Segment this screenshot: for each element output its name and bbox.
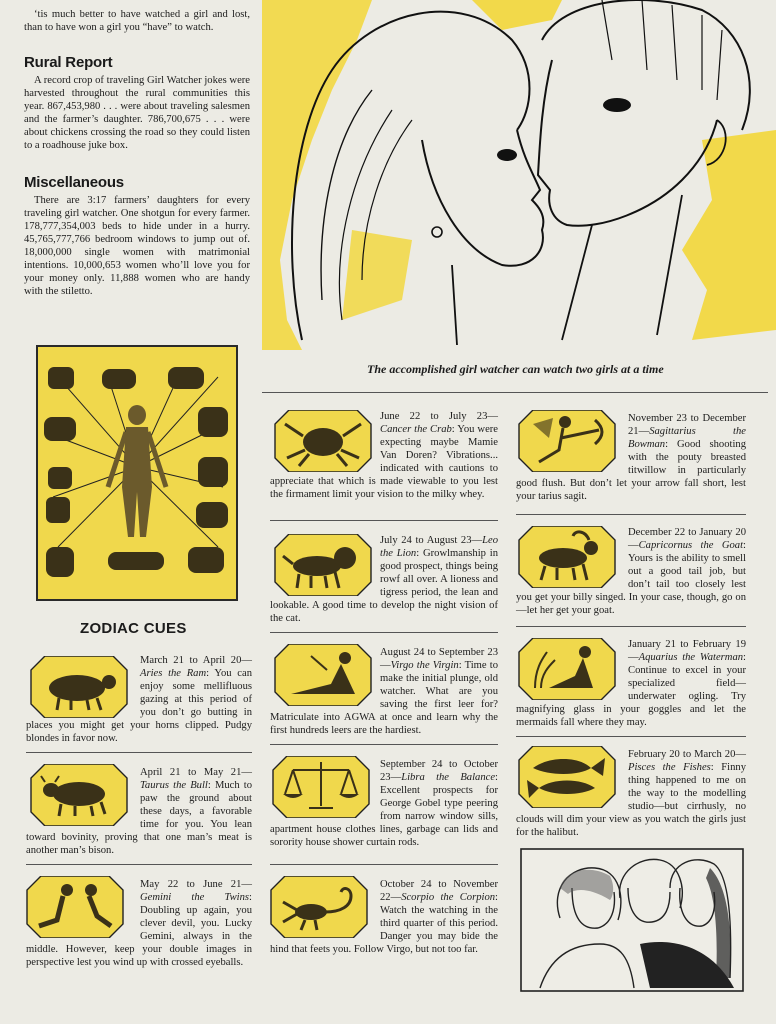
sign-text: Time to make the initial plunge, old watcher. What are you saving the first leer for? Matriculate into AGWA at once and learn why the first hundreds leers are the hardiest. (270, 660, 499, 736)
divider (516, 736, 746, 737)
sign-dates: February 20 to March 20 (628, 749, 736, 760)
sign-name: Pisces the Fishes (628, 762, 711, 773)
sign-entry-taurus: April 21 to May 21—Taurus the Bull: Much to paw the ground about these days, a favorable time for you. You lean toward bovinity, proving that one man’s meat is another man’s bison. (26, 767, 253, 856)
intro-text: ‘tis much better to have watched a girl and lost, than to have won a girl you “have” to watch. (24, 9, 250, 33)
sign-text: Growlmanship in good prospect, things being rowf all over. A lioness and tigress period, the lean and lookable. A good time to develop the night vision of the cat. (270, 548, 498, 624)
sign-text: Excellent prospects for George Gobel type peering from narrow window sills, apartment house clothes lines, garbage can lids and sorority house shower curtain rods. (270, 785, 498, 848)
three-girls-illustration (520, 848, 744, 992)
miscellaneous-section (24, 174, 250, 298)
rural-report-text: A record crop of traveling Girl Watcher jokes were harvested throughout the rural communities this year. 867,453,980 . . . were about traveling salesmen and the farmer’s daughter. 786,700,675 . . . were about chickens crossing the road so they could listen to a roadhouse juke box. (24, 75, 250, 151)
sign-text: Continue to excel in your specialized field—underwater ogling. Try magnifying glass in your goggles and let the mermaids fall where they may. (516, 665, 746, 728)
sign-entry-aries: March 21 to April 20—Aries the Ram: You can enjoy some mellifluous gazing at this period of you don’t go butting in places you might get your horns clipped. Pudgy blondes in favor now. (26, 655, 252, 744)
miscellaneous-heading: Miscellaneous (24, 174, 124, 191)
sign-name: Taurus the Bull (140, 780, 208, 791)
divider (262, 392, 768, 393)
divider (26, 752, 252, 753)
sign-dates: July 24 to August 23 (380, 535, 472, 546)
sign-dates: August 24 to September 23 (380, 647, 498, 658)
sign-name: Capricornus the Goat (638, 540, 744, 551)
sign-name: Aries the Ram (140, 668, 207, 679)
sign-entry-libra: September 24 to October 23—Libra the Balance: Excellent prospects for George Gobel type peering from narrow window sills, apartment house clothes lines, garbage can lids and sorority house shower curtain rods. (270, 759, 498, 848)
divider (270, 520, 498, 521)
zodiac-title: ZODIAC CUES (80, 620, 187, 637)
sign-name: Libra the Balance (401, 772, 496, 783)
zodiac-man-icon (38, 347, 236, 599)
intro-block (24, 8, 250, 34)
sign-dates: June 22 to July 23 (380, 411, 488, 422)
sign-name: Sagittarius the Bowman (628, 426, 746, 450)
sign-dates: December 22 to January 20 (628, 527, 746, 538)
sign-text: Finny thing happened to me on the way to the modelling studio—but cirrhusly, no clouds will dim your view as you watch the girls just for the halibut. (516, 762, 746, 838)
rural-report-section (24, 54, 250, 152)
sign-name: Virgo the Virgin (390, 660, 459, 671)
miscellaneous-text: There are 3:17 farmers’ daughters for every traveling girl watcher. One shotgun for every farmer. 178,777,354,003 beds to hide under in a hurry. 45,765,777,766 bedroom windows to jump out of. 18,000,000 single women with matrimonial intentions. 10,000,653 women who’ll love you for your money only. 11,888 women who are handy with the stiletto. (24, 195, 250, 297)
sign-entry-capricorn: December 22 to January 20—Capricornus the Goat: Yours is the ability to smell out a good tail job, but don’t tail too closely lest you get your billy singed. In your case, though, go on—let her get your goat. (516, 527, 746, 616)
sign-entry-virgo: August 24 to September 23—Virgo the Virgin: Time to make the initial plunge, old watcher. What are you saving the first leer for? Matriculate into AGWA at once and learn why the first hundreds leers are the hardiest. (270, 647, 499, 736)
sign-name: Cancer the Crab (380, 424, 452, 435)
sign-entry-aquarius: January 21 to February 19—Aquarius the Waterman: Continue to excel in your specialized field—underwater ogling. Try magnifying glass in your goggles and let the mermaids fall where they may. (516, 639, 746, 728)
divider (270, 744, 498, 745)
sign-dates: April 21 to May 21 (140, 767, 242, 778)
sign-text: You were expecting maybe Mamie Van Doren? Vibrations... indicated with cautions to appreciate that which is made viewable to you lest the firmament limit your vision to the milky whey. (270, 424, 498, 500)
sign-dates: March 21 to April 20 (140, 655, 242, 666)
sign-entry-gemini: May 22 to June 21—Gemini the Twins: Doubling up again, you clever devil, you. Lucky Gemini, always in the middle. However, keep your double images in perspective lest you wind up with crossed eyeballs. (26, 879, 252, 968)
sign-text: Good shooting with the pouty breasted titwillow in particularly good flush. But don’t let your arrow fall short, lest your tarius sagit. (516, 439, 747, 502)
divider (516, 514, 746, 515)
sign-text: Yours is the ability to smell out a good tail job, but don’t tail too closely lest you get your billy singed. In your case, though, go on—let her get your goat. (516, 553, 746, 616)
divider (270, 632, 498, 633)
sign-entry-pisces: February 20 to March 20—Pisces the Fishes: Finny thing happened to me on the way to the modelling studio—but cirrhusly, no clouds will dim your view as you watch the girls just for the halibut. (516, 749, 746, 838)
divider (516, 626, 746, 627)
sign-dates: January 21 to February 19 (628, 639, 746, 650)
sign-name: Aquarius the Waterman (638, 652, 744, 663)
sign-text: Doubling up again, you clever devil, you. Lucky Gemini, always in the middle. However, keep your double images in perspective lest you wind up with crossed eyeballs. (26, 905, 252, 968)
zodiac-panel-illustration (36, 345, 238, 601)
sign-entry-sagittarius: November 23 to December 21—Sagittarius the Bowman: Good shooting with the pouty breasted titwillow in particularly good flush. But don’t let your arrow fall short, lest your tarius sagit. (516, 413, 747, 502)
rural-report-heading: Rural Report (24, 54, 113, 71)
sign-name: Scorpio the Corpion (401, 892, 496, 903)
sign-entry-scorpio: October 24 to November 22—Scorpio the Corpion: Watch the watching in the third quarter of this period. Danger you may bide the hind that feets you. Follow Virgo, but not too far. (270, 879, 498, 955)
sign-dates: September 24 to October 23 (380, 759, 498, 783)
sign-dates: November 23 to December 21 (628, 413, 746, 437)
sign-entry-cancer: June 22 to July 23—Cancer the Crab: You were expecting maybe Mamie Van Doren? Vibrations... indicated with cautions to appreciate that which is made viewable to you lest the firmament limit your vision to the milky whey. (270, 411, 498, 500)
sign-dates: October 24 to November 22 (380, 879, 498, 903)
divider (270, 864, 498, 865)
sign-text: Much to paw the ground about these days, a favorable time for you. You lean toward bovinity, proving that one man’s meat is another man’s bison. (26, 780, 253, 856)
sign-name: Gemini the Twins (140, 892, 250, 903)
hero-illustration (262, 0, 776, 360)
sign-text: You can enjoy some mellifluous gazing at this period of you don’t go butting in places you might get your horns clipped. Pudgy blondes in favor now. (26, 668, 252, 744)
divider (26, 864, 252, 865)
sign-name: Leo the Lion (380, 535, 498, 559)
sign-dates: May 22 to June 21 (140, 879, 242, 890)
hero-caption: The accomplished girl watcher can watch two girls at a time (367, 362, 664, 376)
sign-text: Watch the watching in the third quarter of this period. Danger you may bide the hind that feets you. Follow Virgo, but not too far. (270, 905, 498, 955)
sign-entry-leo: July 24 to August 23—Leo the Lion: Growlmanship in good prospect, things being rowf all over. A lioness and tigress period, the lean and lookable. A good time to develop the night vision of the cat. (270, 535, 498, 624)
